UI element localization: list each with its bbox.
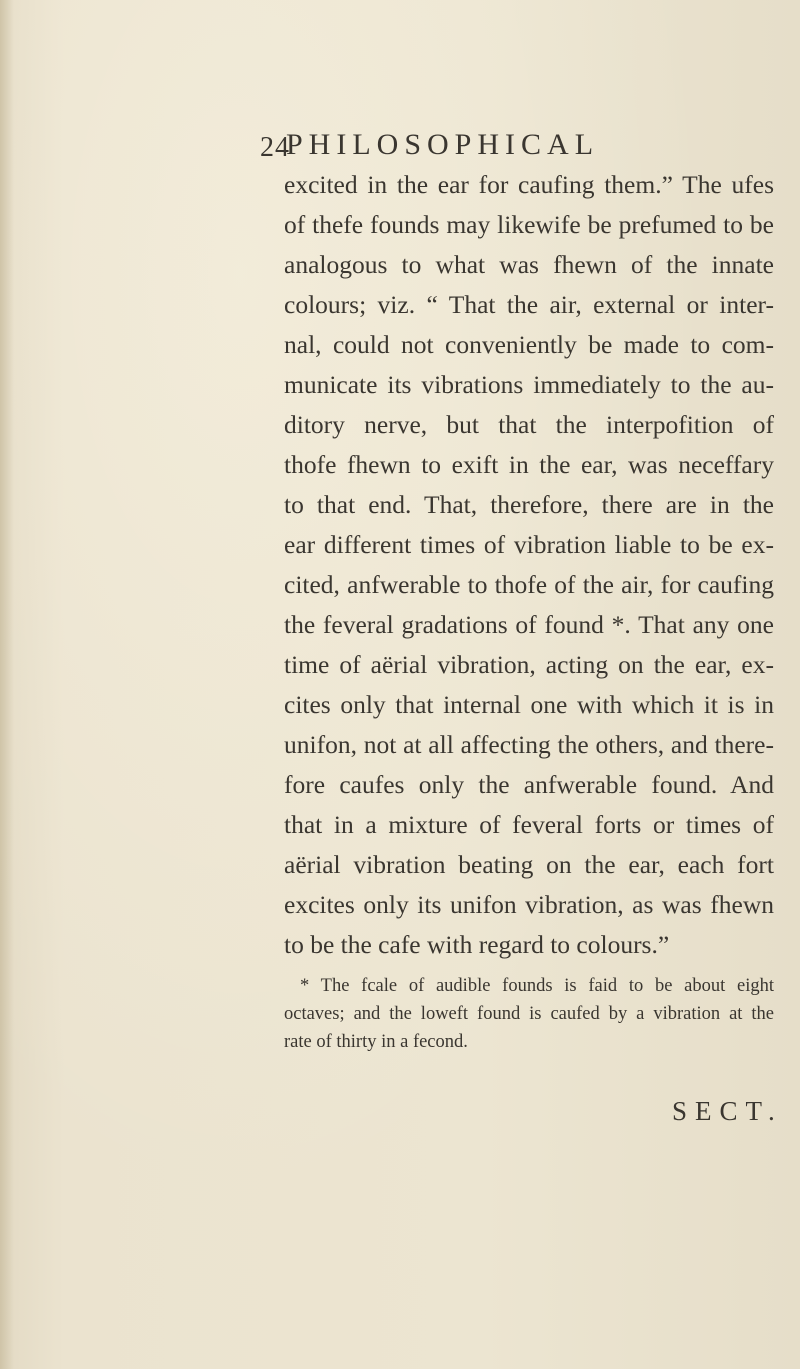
page-header — [260, 128, 668, 168]
text-line: time of aërial vibration, acting on the ear, ex- — [284, 650, 774, 679]
catchword: SECT. — [672, 1096, 783, 1126]
footnote-line: octaves; and the loweft found is caufed by a vibration at the — [284, 1004, 774, 1024]
text-line: of thefe founds may likewife be prefumed to be — [284, 210, 774, 239]
text-line: thofe fhewn to exift in the ear, was neceffary — [284, 450, 774, 479]
text-line: unifon, not at all affecting the others, and there- — [284, 730, 774, 759]
text-line: colours; viz. “ That the air, external or inter- — [284, 290, 774, 319]
text-line: cites only that internal one with which it is in — [284, 690, 774, 719]
footnote-line: rate of thirty in a fecond. — [284, 1032, 468, 1052]
text-line: aërial vibration beating on the ear, each fort — [284, 850, 774, 879]
page-number: 24 — [260, 132, 290, 163]
text-line: excited in the ear for caufing them.” The ufes — [284, 170, 774, 199]
text-line: ditory nerve, but that the interpofition of — [284, 410, 774, 439]
footnote — [284, 972, 774, 1056]
text-line: to be the cafe with regard to colours.” — [284, 930, 670, 959]
text-line: to that end. That, therefore, there are in the — [284, 490, 774, 519]
body-text — [284, 165, 774, 965]
text-line: fore caufes only the anfwerable found. And — [284, 770, 774, 799]
text-line: nal, could not conveniently be made to com- — [284, 330, 774, 359]
text-line: analogous to what was fhewn of the innate — [284, 250, 774, 279]
text-line: excites only its unifon vibration, as was fhewn — [284, 890, 774, 919]
text-line: municate its vibrations immediately to the au- — [284, 370, 774, 399]
text-line: ear different times of vibration liable to be ex- — [284, 530, 774, 559]
footnote-line: * The fcale of audible founds is faid to be about eight — [300, 976, 774, 996]
text-line: the feveral gradations of found *. That any one — [284, 610, 774, 639]
text-line: that in a mixture of feveral forts or times of — [284, 810, 774, 839]
running-head: PHILOSOPHICAL — [286, 128, 600, 161]
page-gutter-shadow — [0, 0, 14, 1369]
text-line: cited, anfwerable to thofe of the air, for caufing — [284, 570, 774, 599]
